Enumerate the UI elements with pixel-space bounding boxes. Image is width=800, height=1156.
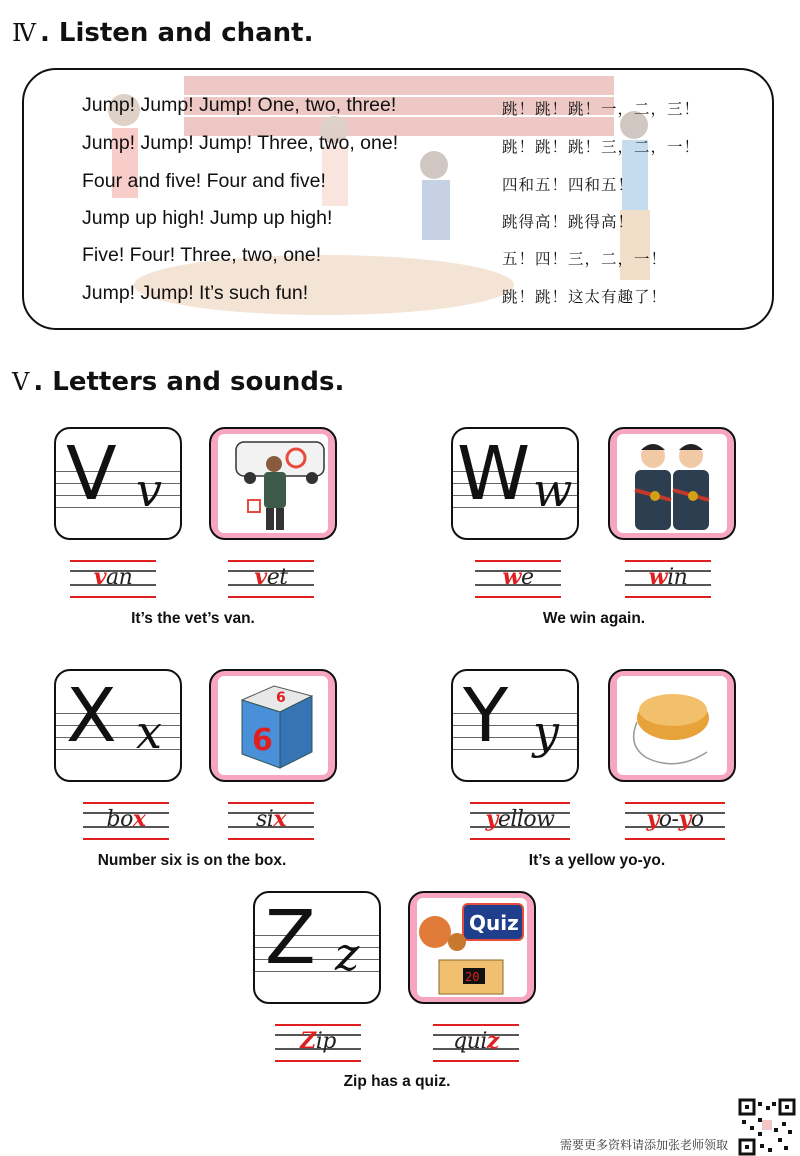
chant-box xyxy=(22,68,774,330)
word-rest: o- xyxy=(658,807,679,832)
winners-icon xyxy=(617,434,727,533)
lowercase-letter: y xyxy=(533,705,559,759)
word-rest: qui xyxy=(453,1029,487,1054)
chant-line-cn: 四和五！四和五！ xyxy=(502,176,635,194)
word-vet xyxy=(228,556,314,602)
word-highlight: y xyxy=(485,806,498,832)
word-yoyo xyxy=(625,798,725,844)
lowercase-letter: v xyxy=(136,463,162,517)
chant-line-en: Jump! Jump! It’s such fun! xyxy=(82,282,309,304)
section-number: Ⅴ xyxy=(12,368,30,396)
chant-line-en: Jump! Jump! Jump! Three, two, one! xyxy=(82,132,399,154)
section-title-text: . Letters and sounds. xyxy=(33,367,345,397)
word-box xyxy=(83,798,169,844)
word-zip xyxy=(275,1020,361,1066)
capital-letter: Z xyxy=(265,895,316,981)
word-highlight: y xyxy=(678,806,691,832)
word-six xyxy=(228,798,314,844)
section-4-title xyxy=(12,18,314,48)
picture-card-box xyxy=(209,669,337,782)
capital-letter: Y xyxy=(463,673,509,759)
word-rest: e xyxy=(520,565,534,590)
word-van xyxy=(70,556,156,602)
word-we xyxy=(475,556,561,602)
chant-line-cn: 跳！跳！跳！三，二，一！ xyxy=(502,138,701,156)
word-rest: ellow xyxy=(497,807,555,832)
letter-card-v xyxy=(54,427,182,540)
picture-card-quiz xyxy=(408,891,536,1004)
lowercase-letter: z xyxy=(335,927,360,981)
box-top-number: 6 xyxy=(276,690,286,706)
section-number: Ⅳ xyxy=(12,19,36,47)
chant-line-en: Four and five! Four and five! xyxy=(82,170,326,192)
word-quiz xyxy=(433,1020,519,1066)
chant-line-cn: 跳得高！跳得高！ xyxy=(502,213,635,231)
box-front-number: 6 xyxy=(252,723,273,758)
lowercase-letter: w xyxy=(533,463,573,517)
capital-letter: X xyxy=(66,673,117,759)
word-highlight: x xyxy=(273,806,286,832)
word-rest: an xyxy=(106,565,133,590)
word-win xyxy=(625,556,711,602)
word-rest: bo xyxy=(106,807,133,832)
quiz-sign: Quiz xyxy=(469,911,519,935)
footer-note: 需要更多资料请添加张老师领取 xyxy=(560,1138,729,1152)
qr-code-icon[interactable] xyxy=(738,1098,796,1156)
word-highlight: x xyxy=(132,806,146,832)
capital-letter: V xyxy=(66,431,117,517)
capital-letter: W xyxy=(457,431,531,517)
box-six-icon xyxy=(218,676,328,775)
word-rest: o xyxy=(690,807,704,832)
word-highlight: v xyxy=(254,564,267,590)
chant-line-cn: 跳！跳！这太有趣了！ xyxy=(502,288,668,306)
chant-line-cn: 五！四！三，二，一！ xyxy=(502,250,668,268)
sentence: It’s the vet’s van. xyxy=(131,610,255,627)
picture-card-yoyo xyxy=(608,669,736,782)
sentence: Number six is on the box. xyxy=(97,852,287,869)
letter-card-z xyxy=(253,891,381,1004)
letter-card-y xyxy=(451,669,579,782)
lowercase-letter: x xyxy=(136,705,162,759)
quiz-show-icon xyxy=(417,898,527,997)
word-yellow xyxy=(470,798,570,844)
word-highlight: w xyxy=(648,564,668,590)
word-highlight: w xyxy=(502,564,521,590)
vet-van-icon xyxy=(218,434,328,533)
chant-line-cn: 跳！跳！跳！一，二，三！ xyxy=(502,100,701,118)
word-rest: in xyxy=(667,565,688,590)
word-rest: si xyxy=(256,807,274,832)
sentence: We win again. xyxy=(542,610,646,627)
chant-line-en: Jump up high! Jump up high! xyxy=(82,207,333,229)
word-highlight: v xyxy=(93,564,106,590)
chant-line-en: Five! Four! Three, two, one! xyxy=(82,244,322,266)
word-highlight: z xyxy=(486,1028,499,1054)
letter-card-x xyxy=(54,669,182,782)
sentence: It’s a yellow yo-yo. xyxy=(528,852,666,869)
section-title-text: . Listen and chant. xyxy=(39,18,314,48)
picture-card-vet xyxy=(209,427,337,540)
word-rest: et xyxy=(266,565,288,590)
sentence: Zip has a quiz. xyxy=(343,1073,451,1090)
letter-card-w xyxy=(451,427,579,540)
score-display: 20 xyxy=(465,970,480,984)
picture-card-winners xyxy=(608,427,736,540)
word-rest: ip xyxy=(315,1029,336,1054)
word-highlight: y xyxy=(646,806,659,832)
section-5-title xyxy=(12,367,344,397)
word-highlight: Z xyxy=(300,1028,316,1054)
chant-line-en: Jump! Jump! Jump! One, two, three! xyxy=(82,94,397,116)
yoyo-icon xyxy=(617,676,727,775)
